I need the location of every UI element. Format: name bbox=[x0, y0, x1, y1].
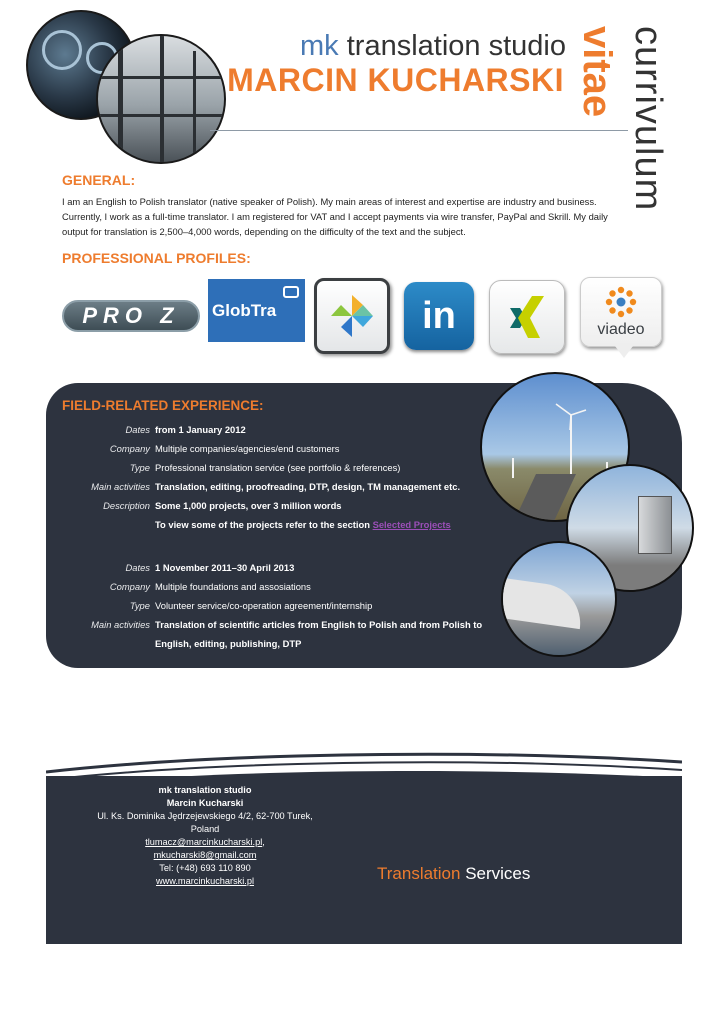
email2-link[interactable]: mkucharski8@gmail.com bbox=[153, 850, 257, 860]
link-prefix: To view some of the projects refer to the section bbox=[155, 519, 373, 530]
activities-value-line2: English, editing, publishing, DTP bbox=[155, 638, 302, 649]
footer-address-line1: Ul. Ks. Dominika Jędrzejewskiego 4/2, 62-700 Turek, bbox=[97, 811, 313, 821]
linkedin-logo-text: in bbox=[422, 294, 456, 337]
email1-suffix: , bbox=[262, 837, 265, 847]
selected-projects-link[interactable]: Selected Projects bbox=[372, 519, 451, 530]
vertical-title-accent: vitae bbox=[575, 26, 619, 118]
profiles-heading: PROFESSIONAL PROFILES: bbox=[62, 250, 251, 266]
proz-profile-logo[interactable] bbox=[62, 300, 200, 332]
footer-tagline bbox=[377, 864, 530, 884]
road bbox=[508, 474, 576, 522]
type-label: Type bbox=[129, 462, 150, 473]
brand-suffix: translation studio bbox=[346, 30, 566, 62]
viadeo-logo-text: viadeo bbox=[597, 321, 645, 338]
owner-name: MARCIN KUCHARSKI bbox=[227, 62, 564, 98]
turbine-blades-icon bbox=[554, 400, 588, 430]
footer-contact bbox=[80, 784, 330, 888]
brand-name bbox=[300, 30, 566, 63]
type-value: Volunteer service/co-operation agreement/internship bbox=[155, 600, 373, 611]
brand-prefix: mk bbox=[300, 30, 339, 62]
tagline-accent: Translation bbox=[377, 864, 461, 883]
type-label: Type bbox=[129, 600, 150, 611]
header-photo-industrial bbox=[96, 34, 226, 164]
pinwheel-icon bbox=[327, 291, 377, 341]
xing-profile-logo[interactable] bbox=[489, 280, 565, 354]
linkedin-profile-logo[interactable] bbox=[404, 282, 474, 350]
general-paragraph: I am an English to Polish translator (native speaker of Polish). My main areas of interest and expertise are industry and business. Currently, I work as a full-time translator. I am registered for VAT and I accept payments via wire transfer, PayPal and Skrill. My daily output for translation is 2,500–4,000 words, depending on the difficulty of the text and the subject. bbox=[62, 196, 608, 237]
dates-label: Dates bbox=[125, 424, 150, 435]
activities-label: Main activities bbox=[91, 619, 150, 630]
general-heading: GENERAL: bbox=[62, 172, 136, 188]
vertical-title-main: currivulum bbox=[627, 26, 669, 212]
globtra-logo-text: GlobTra bbox=[212, 300, 277, 320]
company-label: Company bbox=[109, 443, 150, 454]
xing-icon bbox=[502, 292, 552, 342]
activities-value-line1: Translation of scientific articles from English to Polish and from Polish to bbox=[155, 619, 483, 630]
link-row-text bbox=[155, 519, 505, 530]
ship-hull bbox=[501, 577, 585, 629]
ship-harbor-photo bbox=[501, 541, 617, 657]
dates-label: Dates bbox=[125, 562, 150, 573]
description-label: Description bbox=[103, 500, 150, 511]
company-label: Company bbox=[109, 581, 150, 592]
footer-email1-line bbox=[80, 836, 330, 849]
description-value: Some 1,000 projects, over 3 million words bbox=[155, 500, 342, 511]
header-divider bbox=[210, 130, 628, 131]
footer-studio: mk translation studio bbox=[158, 785, 252, 795]
dates-value: 1 November 2011–30 April 2013 bbox=[155, 562, 295, 573]
company-value: Multiple companies/agencies/end customers bbox=[155, 443, 340, 454]
speech-tail bbox=[615, 346, 633, 358]
viadeo-icon bbox=[604, 285, 638, 319]
proz-logo-text: PRO Z bbox=[82, 303, 180, 328]
footer-phone: Tel: (+48) 693 110 890 bbox=[159, 863, 251, 873]
tagline-rest: Services bbox=[460, 864, 531, 883]
website-link[interactable]: www.marcinkucharski.pl bbox=[155, 876, 255, 886]
dates-value: from 1 January 2012 bbox=[155, 424, 246, 435]
email1-link[interactable]: tlumacz@marcinkucharski.pl bbox=[145, 837, 263, 847]
machine-box bbox=[638, 496, 672, 554]
pinwheel-profile-logo[interactable] bbox=[314, 278, 390, 354]
chat-bubble-icon bbox=[283, 286, 299, 298]
type-value: Professional translation service (see portfolio & references) bbox=[155, 462, 401, 473]
viadeo-profile-logo[interactable] bbox=[580, 277, 662, 347]
footer-name: Marcin Kucharski bbox=[166, 798, 244, 808]
company-value: Multiple foundations and assosiations bbox=[155, 581, 311, 592]
globtra-profile-logo[interactable] bbox=[208, 279, 305, 342]
activities-label: Main activities bbox=[91, 481, 150, 492]
footer-address-line2: Poland bbox=[190, 824, 220, 834]
activities-value: Translation, editing, proofreading, DTP, design, TM management etc. bbox=[155, 481, 461, 492]
experience-heading: FIELD-RELATED EXPERIENCE: bbox=[62, 398, 264, 413]
